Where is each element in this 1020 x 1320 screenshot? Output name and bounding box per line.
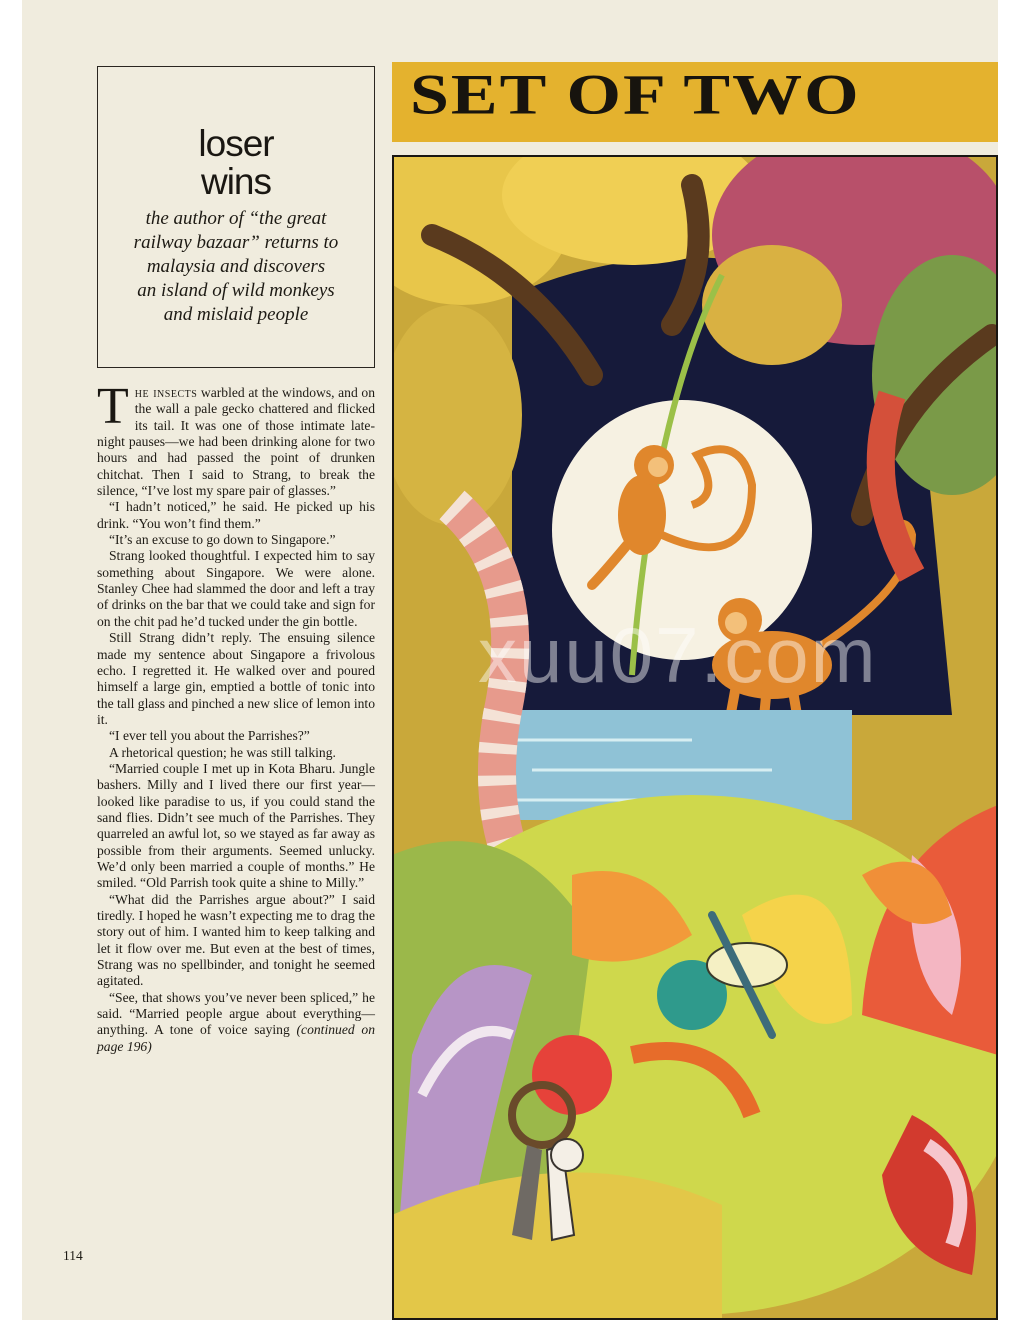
paragraph-4: Strang looked thoughtful. I expected him to say something about Singapore. We were alone. Stanley Chee had slammed the door and left a tray of drinks on the bar that we could take and sign for on the chit pad he’d tucked under the gin bottle. [97, 548, 375, 629]
paragraph-2: “I hadn’t noticed,” he said. He picked up his drink. “You won’t find them.” [97, 499, 375, 531]
title-line-2: wins [200, 161, 272, 202]
paragraph-10 [97, 990, 375, 1055]
title-box [97, 66, 375, 368]
moon [552, 400, 812, 660]
paragraph-9: “What did the Parrishes argue about?” I said tiredly. I hoped he wasn’t expecting me to drag the story out of him. I wanted him to keep talking and let it flow over me. But even at the best of times, Strang was no spellbinder, and tonight he seemed agitated. [97, 891, 375, 989]
watermark: xuu07.com [478, 611, 878, 699]
lead-smallcaps: he insects [134, 385, 198, 400]
paragraph-1-text: warbled at the windows, and on the wall a pale gecko chattered and flicked its tail. It was one of those intimate late-night pauses—we had been drinking alone for two hours and had passed the point of drunken chitchat. Then I said to Strang, to break the silence, “I’ve lost my spare pair of glasses.” [97, 385, 375, 499]
paragraph-5: Still Strang didn’t reply. The ensuing silence made my sentence about Singapore a frivolous echo. I regretted it. He walked over and poured himself a large gin, emptied a bottle of tonic into the tall glass and pinched a new slice of lemon into it. [97, 630, 375, 727]
paragraph-1 [97, 378, 375, 499]
article-title [98, 125, 374, 201]
jungle-illustration [392, 155, 998, 1320]
drop-cap: T [97, 378, 129, 435]
title-line-1: loser [198, 123, 274, 164]
paragraph-7: A rhetorical question; he was still talking. [109, 744, 336, 760]
article-subtitle: the author of “the great railway bazaar” returns to malaysia and discovers an island of wild monkeys and mislaid people [133, 208, 339, 325]
paragraph-10-text: “See, that shows you’ve never been spliced,” he said. “Married people argue about everything—anything. A tone of voice saying [97, 989, 375, 1038]
page-margin-right [998, 0, 1020, 1320]
page-margin-left [0, 0, 22, 1320]
headline-banner [392, 62, 998, 142]
paragraph-6: “I ever tell you about the Parrishes?” [109, 728, 310, 744]
banner-headline: SET OF TWO [410, 63, 861, 127]
lower-foliage [392, 795, 998, 1320]
page-number: 114 [63, 1248, 83, 1263]
continued-note: (continued on page 196) [97, 1022, 376, 1054]
article-body [97, 378, 376, 1055]
paragraph-3: “It’s an excuse to go down to Singapore.” [109, 532, 336, 548]
paragraph-8: “Married couple I met up in Kota Bharu. Jungle bashers. Milly and I lived there our first year—looked like paradise to us, if you could stand the sand flies. Didn’t see much of the Parrishes. They quarreled an awful lot, so we stayed as far away as possible from their arguments. Seemed unlucky. We’d only been married a couple of months.” He smiled. “Old Parrish took quite a shine to Milly.” [97, 760, 375, 891]
